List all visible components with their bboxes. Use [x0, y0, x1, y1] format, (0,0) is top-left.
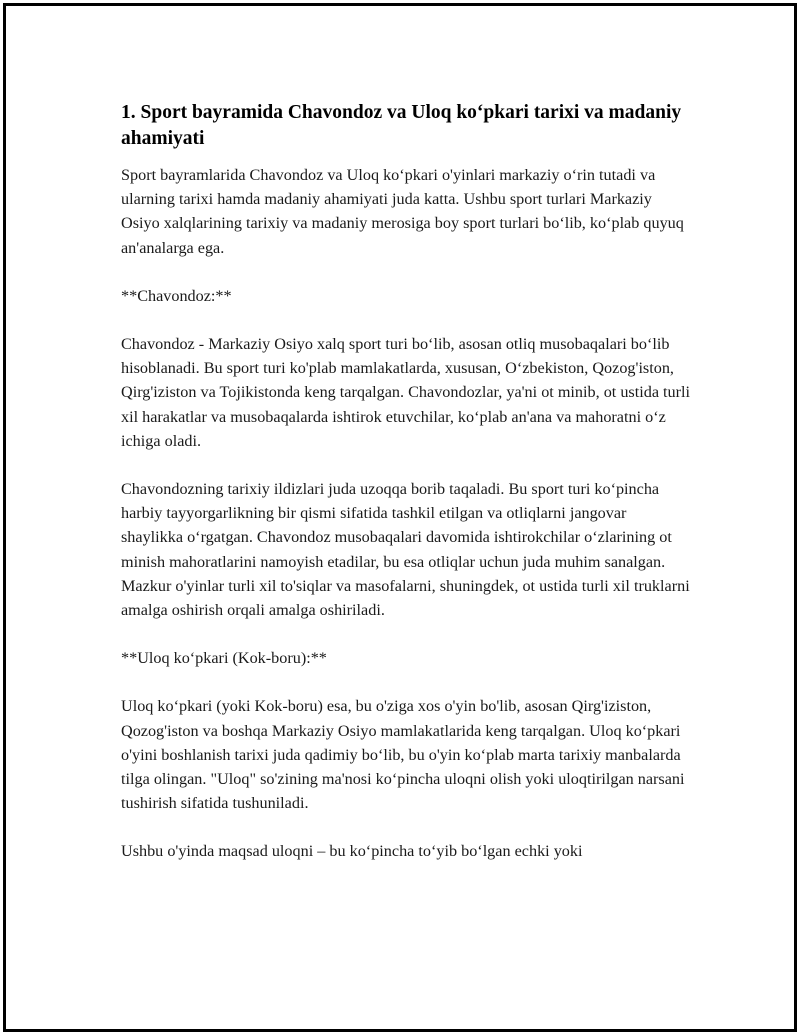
chavondoz-paragraph-1: Chavondoz - Markaziy Osiyo xalq sport turi boʻlib, asosan otliq musobaqalari boʻlib hisoblanadi. Bu sport turi ko'plab mamlakatlarda, xususan, Oʻzbekiston, Qozog'iston, Qirg'iziston va Tojikistonda keng tarqalgan. Chavondozlar, ya'ni ot minib, ot ustida turli xil harakatlar va musobaqalarda ishtirok etuvchilar, koʻplab an'ana va mahoratni oʻz ichiga oladi.	[121, 335, 691, 450]
uloq-paragraph-1: Uloq koʻpkari (yoki Kok-boru) esa, bu o'ziga xos o'yin bo'lib, asosan Qirg'iziston, Qozog'iston va boshqa Markaziy Osiyo mamlakatlarida keng tarqalgan. Uloq koʻpkari o'yini boshlanish tarixi juda qadimiy boʻlib, bu o'yin koʻplab marta tarixiy manbalarda tilga olingan. "Uloq" so'zining ma'nosi koʻpincha uloqni olish yoki uloqtirilgan narsani tushirish sifatida tushuniladi.	[121, 697, 685, 813]
chavondoz-subheading: **Chavondoz:**	[121, 286, 232, 305]
document-body	[121, 100, 691, 888]
section-heading: 1. Sport bayramida Chavondoz va Uloq koʻpkari tarixi va madaniy ahamiyati	[121, 102, 682, 149]
uloq-subheading: **Uloq koʻpkari (Kok-boru):**	[121, 649, 327, 668]
intro-paragraph: Sport bayramlarida Chavondoz va Uloq koʻpkari o'yinlari markaziy oʻrin tutadi va ularning tarixi hamda madaniy ahamiyati juda katta. Ushbu sport turlari Markaziy Osiyo xalqlarining tarixiy va madaniy merosiga boy sport turlari boʻlib, koʻplab quyuq an'analarga ega.	[121, 166, 684, 257]
chavondoz-paragraph-2: Chavondozning tarixiy ildizlari juda uzoqqa borib taqaladi. Bu sport turi koʻpincha harbiy tayyorgarlikning bir qismi sifatida tashkil etilgan va otliqlarni jangovar shaylikka oʻrgatgan. Chavondoz musobaqalari davomida ishtirokchilar oʻzlarining ot minish mahoratlarini namoyish etadilar, bu esa otliqlar uchun juda muhim sanalgan. Mazkur o'yinlar turli xil to'siqlar va masofalarni, shuningdek, ot ustida turli xil truklarni amalga oshirish orqali amalga oshiriladi.	[121, 480, 690, 620]
uloq-paragraph-2: Ushbu o'yinda maqsad uloqni – bu koʻpincha toʻyib boʻlgan echki yoki	[121, 842, 583, 861]
page-frame	[3, 3, 797, 1032]
